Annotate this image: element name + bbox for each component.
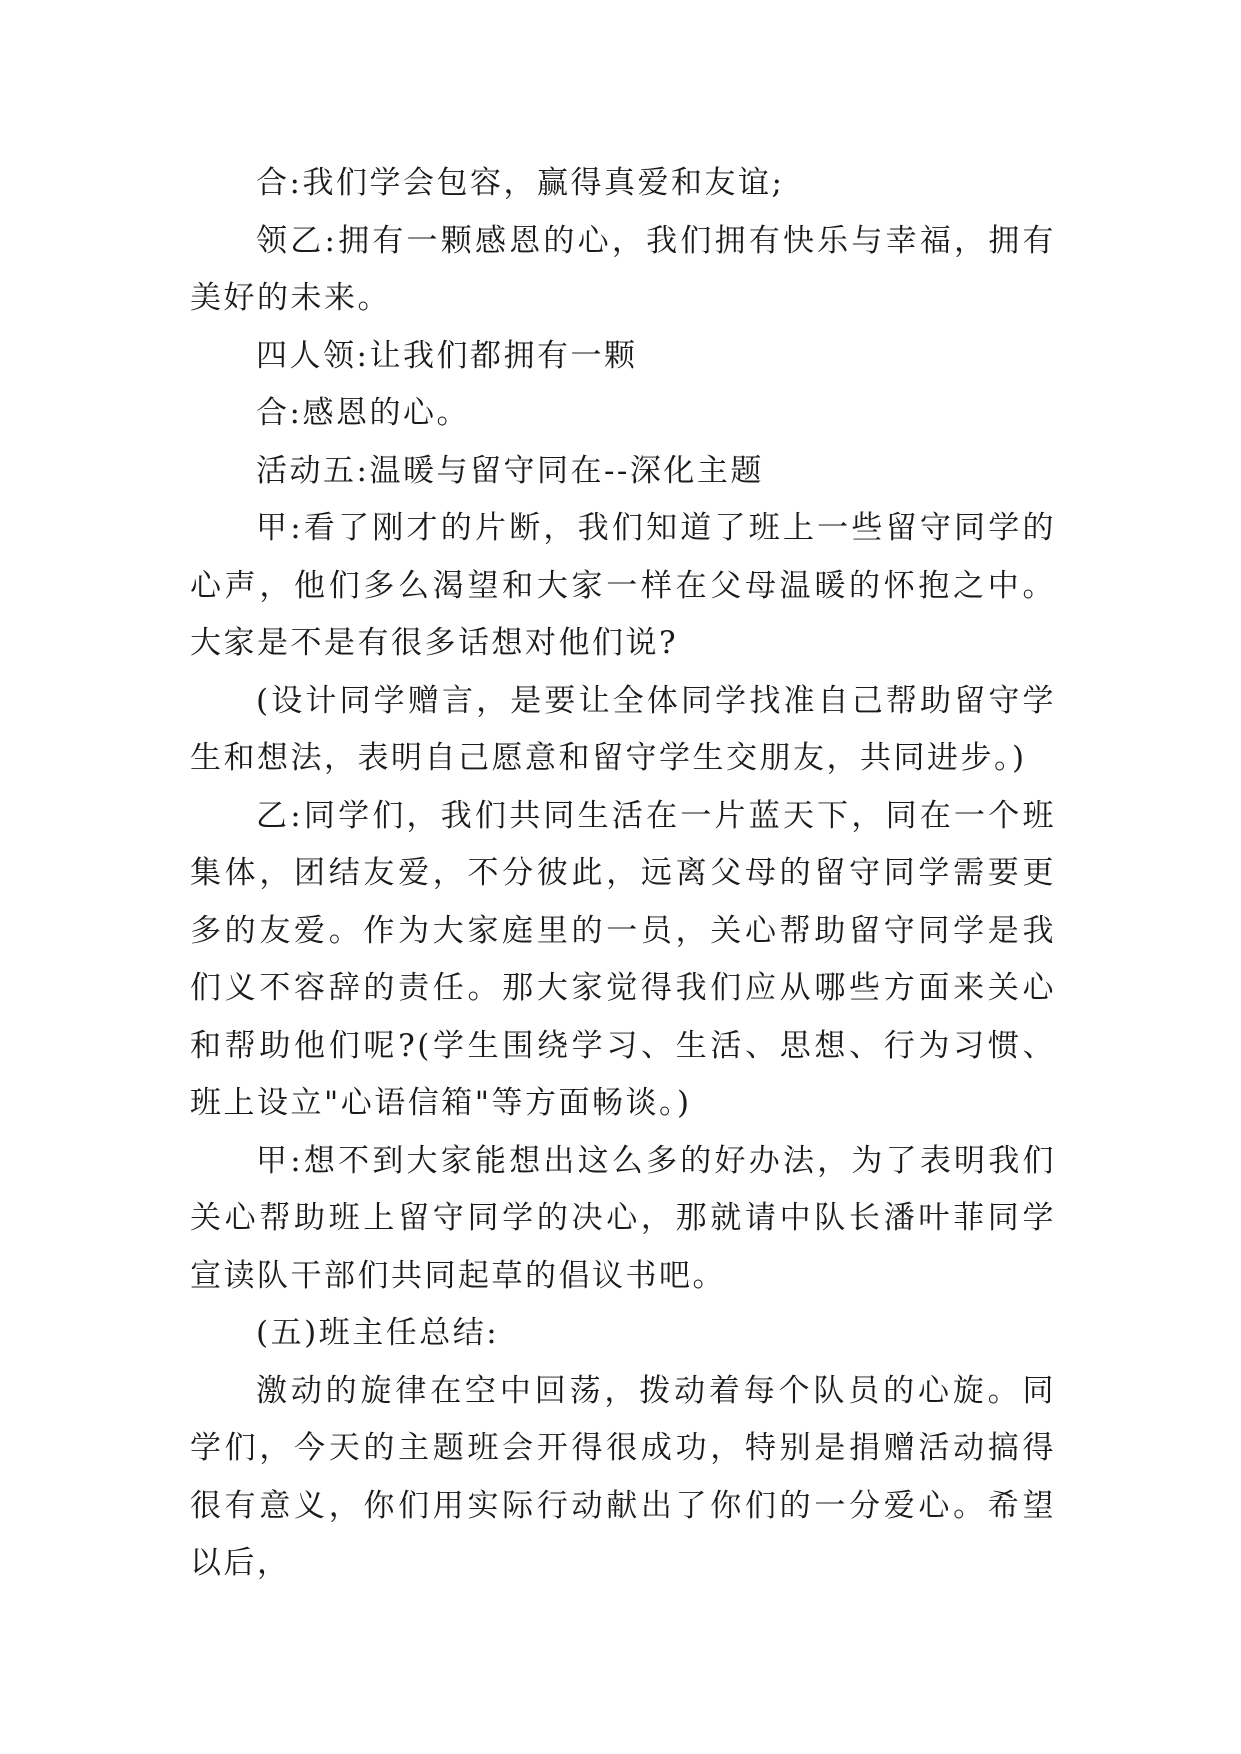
- paragraph-11: 激动的旋律在空中回荡，拨动着每个队员的心旋。同学们，今天的主题班会开得很成功，特别是捐赠活动搞得很有意义，你们用实际行动献出了你们的一分爱心。希望以后，: [190, 1372, 1056, 1581]
- paragraph-7: (设计同学赠言，是要让全体同学找准自己帮助留守学生和想法，表明自己愿意和留守学生交朋友，共同进步。): [190, 682, 1056, 776]
- paragraph-4: 合:感恩的心。: [256, 395, 470, 431]
- paragraph-1: 合:我们学会包容，赢得真爱和友谊;: [256, 165, 785, 201]
- paragraph-5: 活动五:温暖与留守同在--深化主题: [256, 452, 764, 489]
- paragraph-8: 乙:同学们，我们共同生活在一片蓝天下，同在一个班集体，团结友爱，不分彼此，远离父母的留守同学需要更多的友爱。作为大家庭里的一员，关心帮助留守同学是我们义不容辞的责任。那大家觉得我们应从哪些方面来关心和帮助他们呢?(学生围绕学习、生活、思想、行为习惯、班上设立"心语信箱"等方面畅谈。): [190, 797, 1056, 1121]
- paragraph-2: 领乙:拥有一颗感恩的心，我们拥有快乐与幸福，拥有美好的未来。: [190, 222, 1056, 316]
- document-body: [190, 155, 1056, 1593]
- paragraph-10: (五)班主任总结:: [256, 1315, 500, 1351]
- paragraph-3: 四人领:让我们都拥有一颗: [256, 337, 638, 374]
- paragraph-9: 甲:想不到大家能想出这么多的好办法，为了表明我们关心帮助班上留守同学的决心，那就请中队长潘叶菲同学宣读队干部们共同起草的倡议书吧。: [190, 1142, 1056, 1294]
- paragraph-6: 甲:看了刚才的片断，我们知道了班上一些留守同学的心声，他们多么渴望和大家一样在父母温暖的怀抱之中。大家是不是有很多话想对他们说?: [190, 510, 1056, 661]
